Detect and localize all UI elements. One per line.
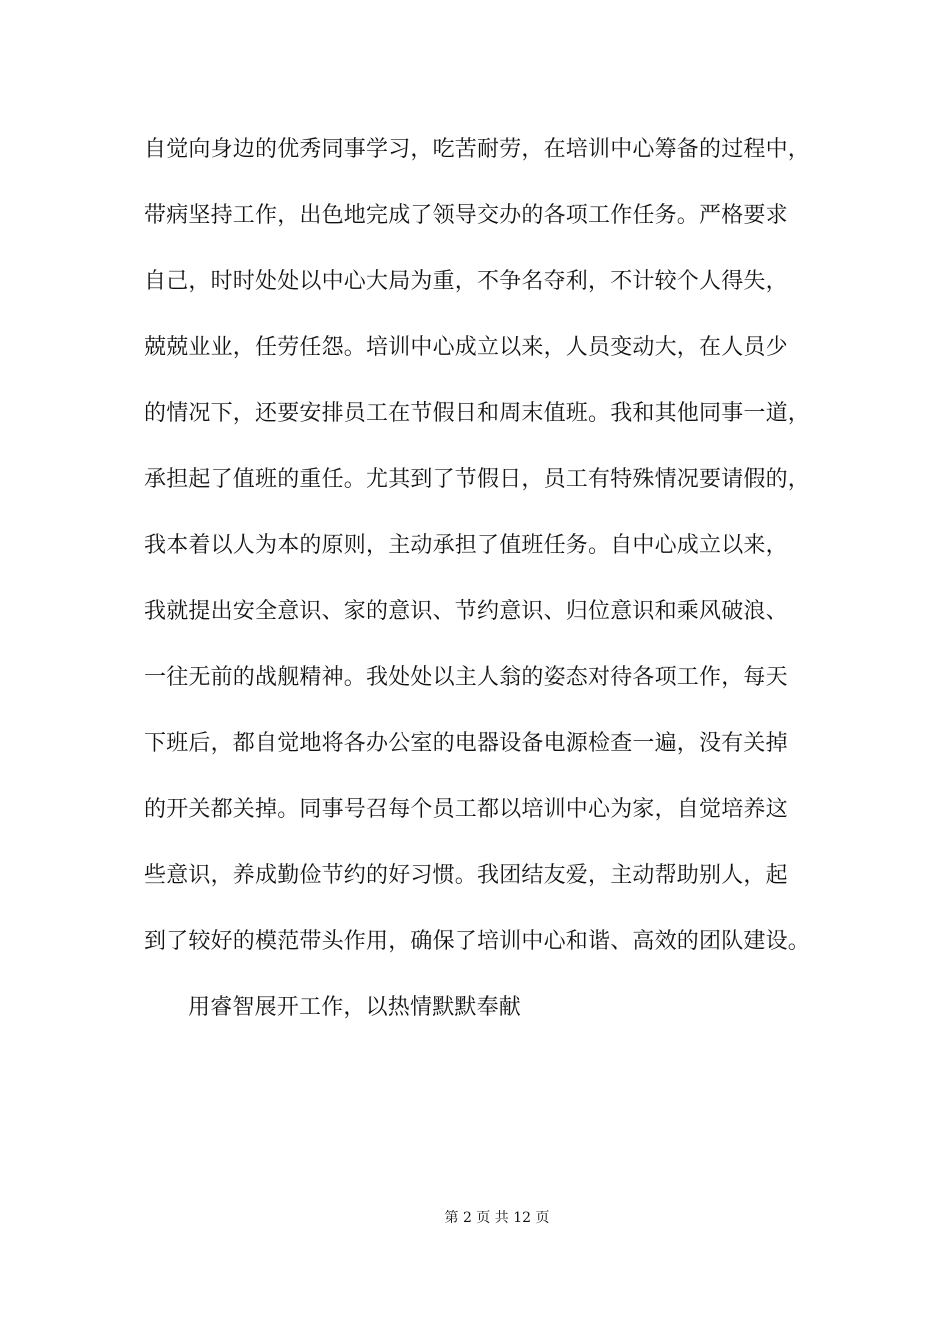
paragraph-line-9: 一往无前的战舰精神。我处处以主人翁的姿态对待各项工作，每天 xyxy=(144,665,788,690)
paragraph-line-2: 带病坚持工作，出色地完成了领导交办的各项工作任务。严格要求 xyxy=(144,203,788,228)
paragraph-line-7: 我本着以人为本的原则，主动承担了值班任务。自中心成立以来， xyxy=(144,533,788,558)
paragraph-line-8: 我就提出安全意识、家的意识、节约意识、归位意识和乘风破浪、 xyxy=(144,599,788,624)
paragraph-line-3: 自己，时时处处以中心大局为重，不争名夺利，不计较个人得失， xyxy=(144,269,788,294)
paragraph-line-4: 兢兢业业，任劳任怨。培训中心成立以来，人员变动大，在人员少 xyxy=(144,335,788,360)
paragraph-line-1: 自觉向身边的优秀同事学习，吃苦耐劳，在培训中心筹备的过程中， xyxy=(144,137,811,162)
paragraph-line-13: 到了较好的模范带头作用，确保了培训中心和谐、高效的团队建设。 xyxy=(144,929,811,954)
section-heading: 用睿智展开工作，以热情默默奉献 xyxy=(188,995,522,1020)
paragraph-line-6: 承担起了值班的重任。尤其到了节假日，员工有特殊情况要请假的， xyxy=(144,467,811,492)
body-text xyxy=(144,128,844,1052)
paragraph-line-11: 的开关都关掉。同事号召每个员工都以培训中心为家，自觉培养这 xyxy=(144,797,788,822)
paragraph-line-5: 的情况下，还要安排员工在节假日和周末值班。我和其他同事一道， xyxy=(144,401,811,426)
paragraph-line-10: 下班后，都自觉地将各办公室的电器设备电源检查一遍，没有关掉 xyxy=(144,731,788,756)
paragraph-line-12: 些意识，养成勤俭节约的好习惯。我团结友爱，主动帮助别人，起 xyxy=(144,863,788,888)
page-footer: 第 2 页 共 12 页 xyxy=(444,1210,550,1226)
